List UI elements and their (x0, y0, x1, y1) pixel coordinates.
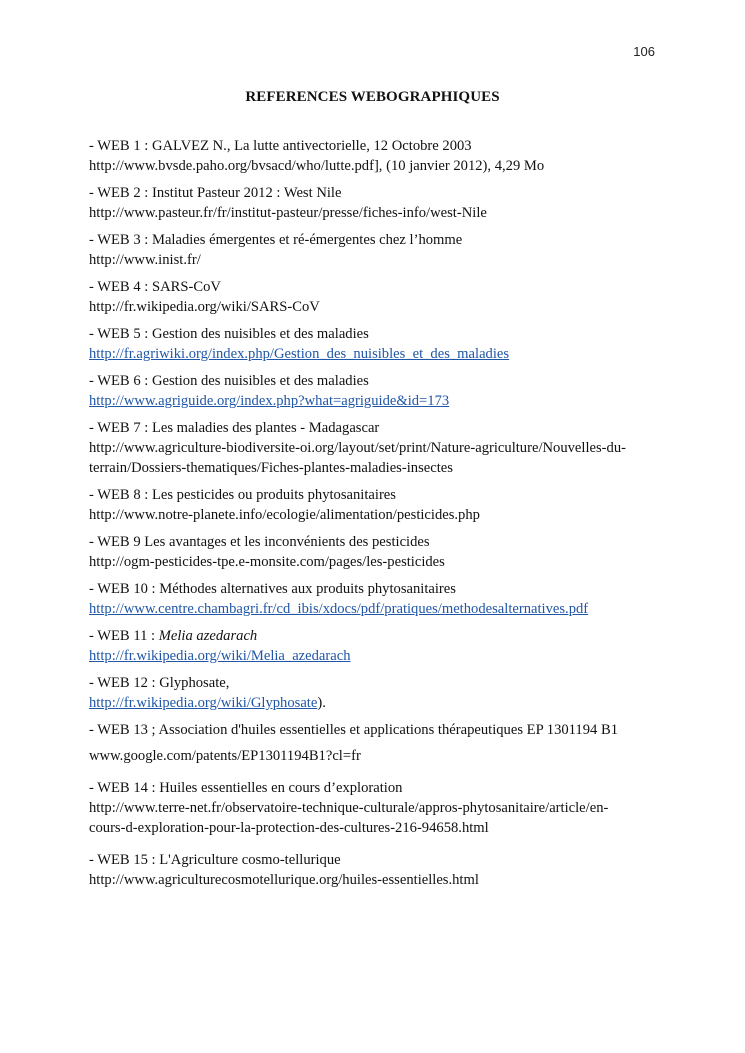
reference-title: - WEB 8 : Les pesticides ou produits phytosanitaires (89, 487, 396, 503)
reference-url: http://www.agriculturecosmotellurique.org/huiles-essentielles.html (89, 872, 479, 888)
reference-url-line-2: cours-d-exploration-pour-la-protection-des-cultures-216-94658.html (89, 820, 489, 836)
reference-web-9 (89, 532, 664, 572)
reference-link[interactable]: http://fr.agriwiki.org/index.php/Gestion_des_nuisibles_et_des_maladies (89, 346, 510, 362)
reference-link[interactable]: http://fr.wikipedia.org/wiki/Glyphosate (89, 695, 318, 711)
reference-title: - WEB 5 : Gestion des nuisibles et des maladies (89, 326, 369, 342)
reference-url: http://www.inist.fr/ (89, 252, 201, 268)
reference-title (89, 626, 664, 646)
reference-web-11 (89, 626, 664, 666)
reference-title-prefix: - WEB 11 : (89, 628, 159, 644)
reference-title-italic: Melia azedarach (158, 628, 258, 644)
reference-url: http://www.bvsde.paho.org/bvsacd/who/lutte.pdf], (10 janvier 2012), 4,29 Mo (89, 158, 545, 174)
references-list (89, 136, 664, 897)
reference-web-2 (89, 183, 664, 223)
reference-web-12 (89, 673, 664, 713)
page-title: REFERENCES WEBOGRAPHIQUES (245, 89, 500, 105)
reference-web-15 (89, 850, 664, 890)
reference-web-4 (89, 277, 664, 317)
reference-title: - WEB 2 : Institut Pasteur 2012 : West Nile (89, 185, 342, 201)
reference-web-3 (89, 230, 664, 270)
reference-link[interactable]: http://www.agriguide.org/index.php?what=agriguide&id=173 (89, 393, 450, 409)
reference-title: - WEB 13 ; Association d'huiles essentielles et applications thérapeutiques EP 1301194 B1 (89, 722, 619, 738)
reference-web-5 (89, 324, 664, 364)
reference-web-8 (89, 485, 664, 525)
reference-link[interactable]: http://fr.wikipedia.org/wiki/Melia_azedarach (89, 648, 351, 664)
reference-title: - WEB 15 : L'Agriculture cosmo-tellurique (89, 852, 341, 868)
reference-url: http://fr.wikipedia.org/wiki/SARS-CoV (89, 299, 320, 315)
reference-title: - WEB 3 : Maladies émergentes et ré-émergentes chez l’homme (89, 232, 463, 248)
reference-title: - WEB 14 : Huiles essentielles en cours d’exploration (89, 780, 403, 796)
reference-url: www.google.com/patents/EP1301194B1?cl=fr (89, 748, 361, 764)
reference-title: - WEB 6 : Gestion des nuisibles et des maladies (89, 373, 369, 389)
reference-web-14 (89, 778, 664, 838)
reference-title: - WEB 4 : SARS-CoV (89, 279, 221, 295)
reference-url: http://www.pasteur.fr/fr/institut-pasteur/presse/fiches-info/west-Nile (89, 205, 487, 221)
reference-web-13 (89, 720, 664, 766)
reference-url-line-1: http://www.terre-net.fr/observatoire-technique-culturale/appros-phytosanitaire/article/en- (89, 800, 609, 816)
reference-url-suffix: ). (317, 695, 326, 711)
reference-web-10 (89, 579, 664, 619)
reference-title: - WEB 1 : GALVEZ N., La lutte antivectorielle, 12 Octobre 2003 (89, 138, 472, 154)
page-number: 106 (633, 44, 655, 59)
reference-title: - WEB 9 Les avantages et les inconvénients des pesticides (89, 534, 430, 550)
reference-url: http://ogm-pesticides-tpe.e-monsite.com/pages/les-pesticides (89, 554, 445, 570)
reference-web-7 (89, 418, 664, 478)
reference-link[interactable]: http://www.centre.chambagri.fr/cd_ibis/xdocs/pdf/pratiques/methodesalternatives.pdf (89, 601, 589, 617)
reference-web-1 (89, 136, 664, 176)
reference-url: http://www.notre-planete.info/ecologie/alimentation/pesticides.php (89, 507, 480, 523)
reference-web-6 (89, 371, 664, 411)
reference-title: - WEB 12 : Glyphosate, (89, 675, 230, 691)
reference-title: - WEB 10 : Méthodes alternatives aux produits phytosanitaires (89, 581, 456, 597)
reference-title: - WEB 7 : Les maladies des plantes - Madagascar (89, 420, 380, 436)
reference-url-line-2: terrain/Dossiers-thematiques/Fiches-plantes-maladies-insectes (89, 460, 453, 476)
reference-url-line-1: http://www.agriculture-biodiversite-oi.org/layout/set/print/Nature-agriculture/Nouvelles-du- (89, 440, 626, 456)
